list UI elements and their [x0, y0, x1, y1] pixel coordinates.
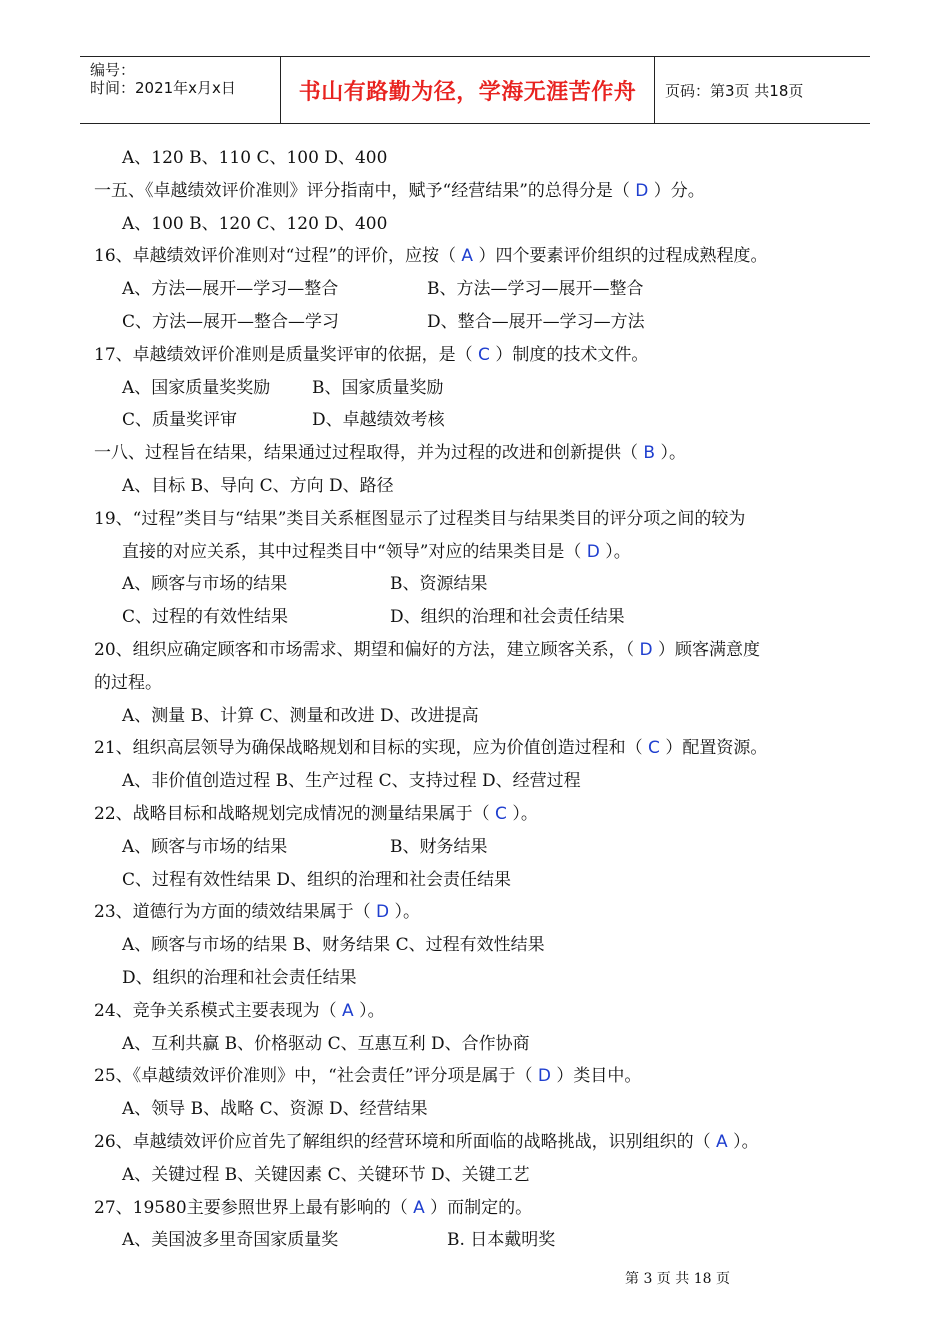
- text-line: [94, 634, 874, 667]
- option-text: D、组织的治理和社会责任结果: [390, 607, 625, 628]
- option-text: A、顾客与市场的结果: [122, 836, 288, 857]
- line-text: A、测量 B、计算 C、测量和改进 D、改进提高: [122, 705, 479, 726]
- text-line: [94, 437, 874, 470]
- option-text: A、方法—展开—学习—整合: [122, 279, 339, 300]
- text-line: [94, 404, 874, 437]
- line-text: A、非价值创造过程 B、生产过程 C、支持过程 D、经营过程: [122, 771, 581, 792]
- line-text: A、目标 B、导向 C、方向 D、路径: [122, 475, 394, 496]
- text-line: [94, 864, 874, 897]
- question-text: ）。: [599, 541, 631, 562]
- question-text: ）配置资源。: [659, 738, 768, 759]
- text-line: [94, 306, 874, 339]
- text-line: [94, 765, 874, 798]
- question-text: 17、卓越绩效评价准则是质量奖评审的依据，是（: [94, 344, 479, 365]
- question-text: 26、卓越绩效评价应首先了解组织的经营环境和所面临的战略挑战，识别组织的（: [94, 1131, 717, 1152]
- line-text: D、组织的治理和社会责任结果: [122, 967, 357, 988]
- text-line: [94, 1093, 874, 1126]
- question-text: 直接的对应关系，其中过程类目中“领导”对应的结果类目是（: [122, 541, 587, 562]
- option-text: A、国家质量奖奖励: [122, 377, 271, 398]
- document-number-label: 编号：: [90, 61, 136, 79]
- text-line: [94, 1159, 874, 1192]
- header-meta: [80, 57, 280, 123]
- answer-letter: D: [537, 1066, 552, 1087]
- header-page-info: 页码：第3页 共18页: [665, 81, 804, 100]
- text-line: [94, 962, 874, 995]
- question-text: 22、战略目标和战略规划完成情况的测量结果属于（: [94, 803, 496, 824]
- text-line: [94, 831, 874, 864]
- option-text: B、方法—学习—展开—整合: [427, 279, 644, 300]
- option-text: B、国家质量奖励: [312, 377, 444, 398]
- answer-letter: C: [478, 344, 490, 365]
- line-text: C、过程有效性结果 D、组织的治理和社会责任结果: [122, 869, 512, 890]
- page-footer: 第 3 页 共 18 页: [625, 1271, 730, 1287]
- page-header: [80, 56, 870, 124]
- question-text: 一八、过程旨在结果，结果通过过程取得，并为过程的改进和创新提供（: [94, 443, 644, 464]
- question-list: [94, 142, 874, 1257]
- question-text: ）。: [727, 1131, 759, 1152]
- option-text: B. 日本戴明奖: [447, 1230, 556, 1251]
- text-line: [94, 929, 874, 962]
- question-text: ）顾客满意度: [652, 639, 761, 660]
- document-time-label: 时间：2021年x月x日: [90, 79, 236, 97]
- question-text: ）分。: [648, 180, 705, 201]
- header-motto: 书山有路勤为径，学海无涯苦作舟: [280, 57, 655, 123]
- option-text: D、卓越绩效考核: [312, 410, 445, 431]
- question-text: 27、19580主要参照世界上最有影响的（: [94, 1197, 414, 1218]
- option-text: B、财务结果: [390, 836, 488, 857]
- line-text: A、互利共赢 B、价格驱动 C、互惠互利 D、合作协商: [122, 1033, 530, 1054]
- line-text: A、100 B、120 C、120 D、400: [122, 213, 388, 234]
- line-text: A、120 B、110 C、100 D、400: [122, 148, 388, 168]
- answer-letter: D: [635, 180, 649, 201]
- question-text: 24、竞争关系模式主要表现为（: [94, 1000, 343, 1021]
- answer-letter: D: [376, 902, 390, 923]
- text-line: [94, 667, 874, 700]
- text-line: [94, 995, 874, 1028]
- question-text: ）。: [389, 902, 421, 923]
- option-text: C、过程的有效性结果: [122, 607, 289, 628]
- line-text: 19、“过程”类目与“结果”类目关系框图显示了过程类目与结果类目的评分项之间的较为: [94, 508, 746, 529]
- text-line: [94, 175, 874, 208]
- text-line: [94, 536, 874, 569]
- question-text: 25、《卓越绩效评价准则》中，“社会责任”评分项是属于（: [94, 1066, 538, 1087]
- text-line: [94, 798, 874, 831]
- text-line: [94, 601, 874, 634]
- text-line: [94, 372, 874, 405]
- line-text: 的过程。: [94, 672, 162, 693]
- text-line: [94, 732, 874, 765]
- text-line: [94, 142, 874, 175]
- answer-letter: A: [342, 1000, 354, 1021]
- option-text: C、方法—展开—整合—学习: [122, 311, 340, 332]
- text-line: [94, 273, 874, 306]
- answer-letter: A: [716, 1131, 728, 1152]
- line-text: A、领导 B、战略 C、资源 D、经营结果: [122, 1099, 428, 1120]
- text-line: [94, 1192, 874, 1225]
- question-text: ）类目中。: [551, 1066, 642, 1087]
- option-text: B、资源结果: [390, 574, 488, 595]
- option-text: D、整合—展开—学习—方法: [427, 311, 645, 332]
- answer-letter: A: [461, 246, 474, 267]
- text-line: [94, 503, 874, 536]
- text-line: [94, 1126, 874, 1159]
- answer-letter: A: [413, 1197, 425, 1218]
- text-line: [94, 1028, 874, 1061]
- option-text: A、美国波多里奇国家质量奖: [122, 1230, 339, 1251]
- question-text: ）。: [506, 803, 538, 824]
- question-text: ）。: [353, 1000, 385, 1021]
- question-text: ）。: [655, 443, 686, 464]
- line-text: A、顾客与市场的结果 B、财务结果 C、过程有效性结果: [122, 935, 545, 956]
- answer-letter: B: [643, 443, 656, 464]
- question-text: 20、组织应确定顾客和市场需求、期望和偏好的方法，建立顾客关系，（: [94, 639, 640, 660]
- text-line: [94, 1060, 874, 1093]
- question-text: 23、道德行为方面的绩效结果属于（: [94, 902, 377, 923]
- option-text: A、顾客与市场的结果: [122, 574, 288, 595]
- text-line: [94, 568, 874, 601]
- question-text: 16、卓越绩效评价准则对“过程”的评价，应按（: [94, 246, 462, 267]
- question-text: ）制度的技术文件。: [489, 344, 649, 365]
- text-line: [94, 1224, 874, 1257]
- answer-letter: C: [495, 803, 507, 824]
- answer-letter: D: [639, 639, 653, 660]
- question-text: 一五、《卓越绩效评价准则》评分指南中，赋予“经营结果”的总得分是（: [94, 180, 636, 201]
- line-text: A、关键过程 B、关键因素 C、关键环节 D、关键工艺: [122, 1164, 530, 1185]
- answer-letter: D: [586, 541, 600, 562]
- text-line: [94, 470, 874, 503]
- question-text: 21、组织高层领导为确保战略规划和目标的实现，应为价值创造过程和（: [94, 738, 649, 759]
- answer-letter: C: [648, 738, 660, 759]
- question-text: ）而制定的。: [424, 1197, 533, 1218]
- text-line: [94, 700, 874, 733]
- text-line: [94, 896, 874, 929]
- text-line: [94, 339, 874, 372]
- text-line: [94, 208, 874, 241]
- text-line: [94, 240, 874, 273]
- question-text: ）四个要素评价组织的过程成熟程度。: [473, 246, 768, 267]
- option-text: C、质量奖评审: [122, 410, 238, 431]
